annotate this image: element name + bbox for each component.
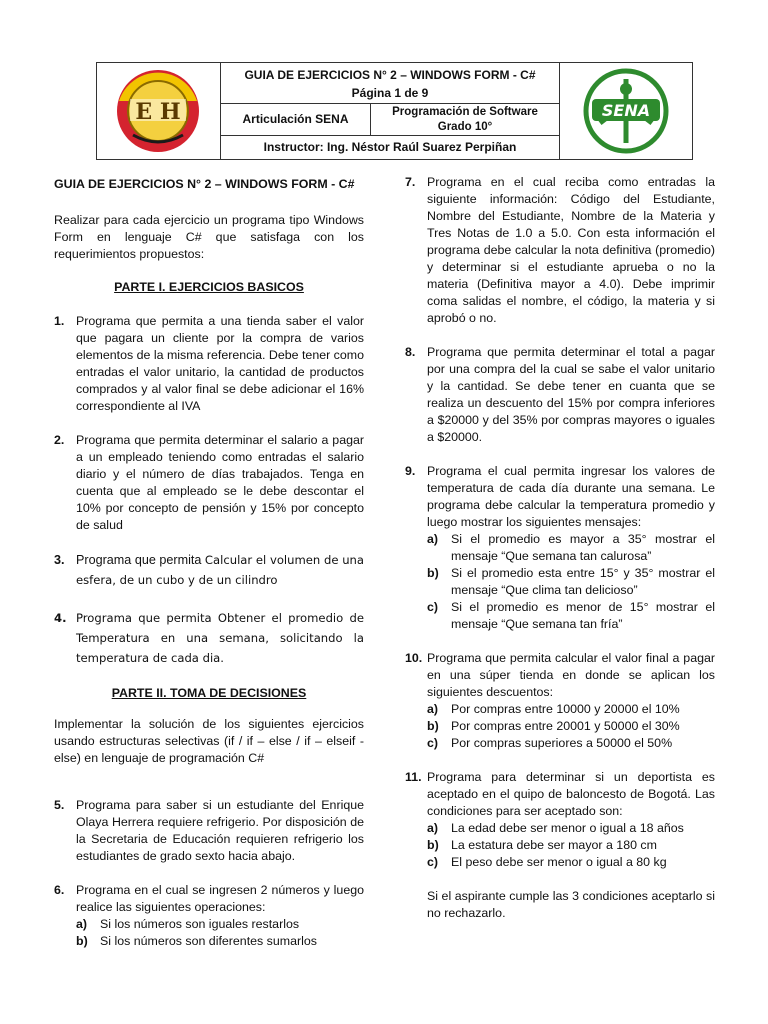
option-letter: b) — [427, 719, 439, 733]
header-course — [371, 103, 559, 136]
exercise-number: 11. — [405, 770, 422, 784]
exercise-10-option-b — [405, 718, 715, 735]
option-text: La estatura debe ser mayor a 180 cm — [451, 838, 657, 852]
exercise-number: 2. — [54, 433, 65, 447]
doc-title: GUIA DE EJERCICIOS N° 2 – WINDOWS FORM - C# — [54, 177, 355, 191]
option-letter: a) — [76, 917, 88, 931]
exercise-text-emphasis: Calcular el volumen de una esfera, de un cubo y de un cilindro — [76, 553, 364, 587]
exercise-number: 6. — [54, 883, 65, 897]
exercise-text: Programa en el cual se ingresen 2 números y luego realice las siguientes operaciones: — [76, 883, 364, 914]
exercise-4 — [54, 608, 364, 668]
exercise-5 — [54, 797, 364, 865]
part2-title: PARTE II. TOMA DE DECISIONES — [111, 686, 307, 700]
header-center — [221, 63, 559, 159]
left-column — [54, 174, 364, 950]
exercise-number: 3. — [54, 553, 65, 567]
school-logo-letters: E H — [135, 99, 181, 125]
exercise-9-option-c — [405, 599, 715, 633]
exercise-6-option-a — [54, 916, 364, 933]
option-text: Por compras entre 10000 y 20000 el 10% — [451, 702, 680, 716]
exercise-text: Programa que permita determinar el salario a pagar a un empleado teniendo como entradas el salario diario y el número de días trabajados. Tenga en cuenta que al empleado se le debe descontar el 10% por concepto de pensión y 15% por concepto de salud — [76, 433, 364, 532]
exercise-11-option-b — [405, 837, 715, 854]
option-letter: a) — [427, 702, 439, 716]
option-letter: b) — [427, 838, 439, 852]
exercise-text: Programa que permita a una tienda saber el valor que pagara un cliente por la compra de varios elementos de la misma referencia. Debe tener como entradas el valor unitario, la cantidad de productos comprados y al valor final se debe adicionar el 16% correspondiente al IVA — [76, 314, 364, 413]
part2-intro: Implementar la solución de los siguientes ejercicios usando estructuras selectivas (if / if – else / if – elseif - else) en lenguaje de programación C# — [54, 717, 364, 765]
option-text: Si el promedio es mayor a 35° mostrar el mensaje “Que semana tan calurosa” — [451, 532, 715, 563]
exercise-7 — [405, 174, 715, 327]
exercise-number: 10. — [405, 651, 423, 665]
exercise-text: Programa que permita Obtener el promedio de Temperatura en una semana, solicitando la temperatura de cada dia. — [76, 611, 364, 665]
exercise-9 — [405, 463, 715, 531]
header-course-line2: Grado 10° — [437, 121, 493, 133]
right-column — [405, 174, 715, 922]
exercise-11-option-c — [405, 854, 715, 871]
sena-logo-text: SENA — [601, 101, 651, 120]
part1-title: PARTE I. EJERCICIOS BASICOS — [114, 280, 304, 294]
exercise-text: Programa que permita — [76, 553, 205, 567]
header-title: GUIA DE EJERCICIOS N° 2 – WINDOWS FORM - C# — [244, 68, 536, 82]
exercise-9-option-a — [405, 531, 715, 565]
option-text: Por compras superiores a 50000 el 50% — [451, 736, 673, 750]
header-instructor: Instructor: Ing. Néstor Raúl Suarez Perpiñan — [263, 140, 517, 154]
option-letter: b) — [76, 934, 88, 948]
sena-logo — [559, 63, 692, 159]
exercise-text: Programa el cual permita ingresar los valores de temperatura de cada día durante una semana. Le programa debe calcular la temperatura promedio y luego mostrar los siguientes mensajes: — [427, 464, 715, 529]
exercise-6 — [54, 882, 364, 916]
exercise-text: Programa que permita determinar el total a pagar por una compra del la cual se sabe el valor unitario y la cantidad. Se debe tener en cuanta que se realiza un descuento del 15% por compra inferiores a $20000 y del 35% por compras mayores o iguales a $20000. — [427, 345, 715, 444]
option-letter: b) — [427, 566, 439, 580]
exercise-10 — [405, 650, 715, 701]
exercise-number: 8. — [405, 345, 416, 359]
exercise-11 — [405, 769, 715, 820]
option-text: Si los números son iguales restarlos — [100, 917, 300, 931]
header-course-line1: Programación de Software — [392, 106, 538, 118]
intro-paragraph: Realizar para cada ejercicio un programa tipo Windows Form en lenguaje C# que satisfaga con los requerimientos propuestos: — [54, 213, 364, 261]
option-text: El peso debe ser menor o igual a 80 kg — [451, 855, 667, 869]
exercise-1 — [54, 313, 364, 415]
option-letter: c) — [427, 736, 439, 750]
option-text: Por compras entre 20001 y 50000 el 30% — [451, 719, 680, 733]
option-text: Si el promedio es menor de 15° mostrar el mensaje “Que semana tan fría” — [451, 600, 715, 631]
exercise-number: 9. — [405, 464, 416, 478]
exercise-2 — [54, 432, 364, 534]
exercise-number: 1. — [54, 314, 65, 328]
exercise-text: Programa en el cual reciba como entradas la siguiente información: Código del Estudiante, Nombre del Estudiante, Nombre de la Materia y Tres Notas de 1.0 a 5.0. Con esta información el programa debe calcular la nota definitiva (promedio) y determinar si el estudiante aprueba o no la materia (Definitiva mayor a 4.0). Debe imprimir coma salidas el nombre, el código, la materia y si aprobó o no. — [427, 175, 715, 325]
exercise-text: Programa que permita calcular el valor final a pagar en una súper tienda en donde se aplican los siguientes descuentos: — [427, 651, 715, 699]
closing-note: Si el aspirante cumple las 3 condiciones aceptarlo si no rechazarlo. — [427, 889, 715, 920]
exercise-10-option-c — [405, 735, 715, 752]
exercise-11-option-a — [405, 820, 715, 837]
option-text: Si los números son diferentes sumarlos — [100, 934, 317, 948]
exercise-number: 4. — [54, 611, 67, 625]
school-logo — [97, 63, 221, 159]
option-letter: a) — [427, 821, 439, 835]
exercise-8 — [405, 344, 715, 446]
option-letter: c) — [427, 600, 439, 614]
option-text: Si el promedio esta entre 15° y 35° mostrar el mensaje “Que clima tan delicioso” — [451, 566, 715, 597]
option-text: La edad debe ser menor o igual a 18 años — [451, 821, 684, 835]
header-program: Articulación SENA — [221, 103, 371, 136]
exercise-3 — [54, 550, 364, 590]
exercise-number: 5. — [54, 798, 65, 812]
header-page: Página 1 de 9 — [351, 86, 429, 100]
exercise-text: Programa para determinar si un deportista es aceptado en el quipo de baloncesto de Bogotá. Las condiciones para ser aceptado son: — [427, 770, 715, 818]
exercise-10-option-a — [405, 701, 715, 718]
exercise-text: Programa para saber si un estudiante del Enrique Olaya Herrera requiere refrigerio. Por disposición de la Secretaria de Educación requieren refrigerio los estudiantes de grado sexto hacia abajo. — [76, 798, 364, 863]
exercise-number: 7. — [405, 175, 416, 189]
exercise-6-option-b — [54, 933, 364, 950]
document-header — [96, 62, 693, 160]
exercise-9-option-b — [405, 565, 715, 599]
option-letter: a) — [427, 532, 439, 546]
option-letter: c) — [427, 855, 439, 869]
